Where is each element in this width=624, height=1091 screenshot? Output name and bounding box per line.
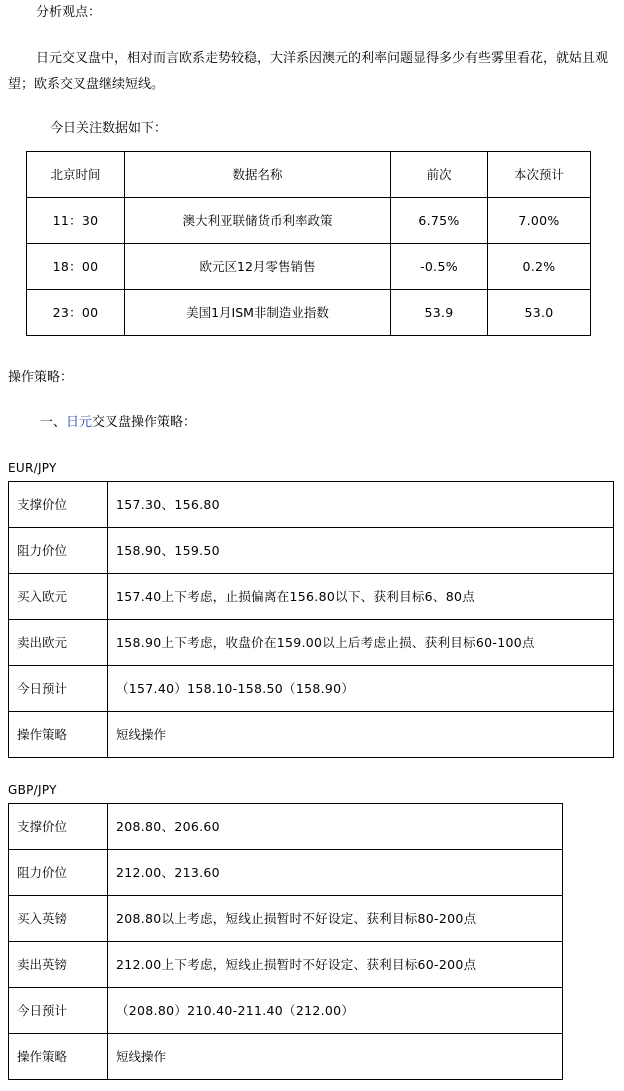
table-row <box>27 290 591 336</box>
table-row <box>9 804 563 850</box>
eurjpy-label: 操作策略 <box>9 712 108 758</box>
table-row <box>9 1034 563 1080</box>
eurjpy-label: 支撑价位 <box>9 482 108 528</box>
cell-previous: -0.5% <box>391 244 488 290</box>
gbpjpy-value: （208.80）210.40-211.40（212.00） <box>108 988 563 1034</box>
eurjpy-value: 短线操作 <box>108 712 614 758</box>
gbpjpy-label: 支撑价位 <box>9 804 108 850</box>
gbpjpy-label: 买入英镑 <box>9 896 108 942</box>
header-previous: 前次 <box>391 152 488 198</box>
section-one-suffix: 交叉盘操作策略： <box>92 415 197 430</box>
eurjpy-title: EUR/JPY <box>8 461 57 475</box>
cell-data-name: 美国1月ISM非制造业指数 <box>125 290 391 336</box>
analysis-heading: 分析观点： <box>36 5 102 20</box>
gbpjpy-label: 操作策略 <box>9 1034 108 1080</box>
gbpjpy-label: 今日预计 <box>9 988 108 1034</box>
eurjpy-table <box>8 481 614 758</box>
cell-forecast: 53.0 <box>488 290 591 336</box>
table-row <box>27 198 591 244</box>
cell-data-name: 澳大利亚联储货币利率政策 <box>125 198 391 244</box>
table-row <box>9 988 563 1034</box>
analysis-paragraph: 日元交叉盘中，相对而言欧系走势较稳，大洋系因澳元的利率问题显得多少有些雾里看花，就姑且观望；欧系交叉盘继续短线。 <box>8 51 609 92</box>
cell-time: 18：00 <box>27 244 125 290</box>
gbpjpy-table <box>8 803 563 1080</box>
table-row <box>9 712 614 758</box>
gbpjpy-label: 卖出英镑 <box>9 942 108 988</box>
eurjpy-label: 买入欧元 <box>9 574 108 620</box>
table-row <box>9 620 614 666</box>
table-row <box>9 942 563 988</box>
eurjpy-label: 今日预计 <box>9 666 108 712</box>
table-row <box>9 896 563 942</box>
table-row <box>9 850 563 896</box>
gbpjpy-value: 208.80、206.60 <box>108 804 563 850</box>
gbpjpy-value: 212.00上下考虑，短线止损暂时不好设定、获利目标60-200点 <box>108 942 563 988</box>
table-row <box>9 574 614 620</box>
gbpjpy-value: 212.00、213.60 <box>108 850 563 896</box>
section-one-heading <box>40 414 196 432</box>
gbpjpy-value: 短线操作 <box>108 1034 563 1080</box>
cell-previous: 53.9 <box>391 290 488 336</box>
strategy-heading: 操作策略： <box>8 370 74 385</box>
cell-forecast: 0.2% <box>488 244 591 290</box>
table-row <box>27 244 591 290</box>
eurjpy-value: （157.40）158.10-158.50（158.90） <box>108 666 614 712</box>
table-header-row <box>27 152 591 198</box>
eurjpy-value: 157.30、156.80 <box>108 482 614 528</box>
eurjpy-value: 158.90、159.50 <box>108 528 614 574</box>
economic-data-table <box>26 151 591 336</box>
cell-previous: 6.75% <box>391 198 488 244</box>
yen-link[interactable]: 日元 <box>66 415 93 430</box>
table-row <box>9 666 614 712</box>
gbpjpy-label: 阻力价位 <box>9 850 108 896</box>
eurjpy-value: 157.40上下考虑，止损偏离在156.80以下、获利目标6、80点 <box>108 574 614 620</box>
eurjpy-label: 卖出欧元 <box>9 620 108 666</box>
section-one-prefix: 一、 <box>40 415 67 430</box>
gbpjpy-title: GBP/JPY <box>8 783 57 797</box>
eurjpy-label: 阻力价位 <box>9 528 108 574</box>
cell-time: 11：30 <box>27 198 125 244</box>
table-row <box>9 528 614 574</box>
data-intro: 今日关注数据如下： <box>50 121 168 136</box>
header-data-name: 数据名称 <box>125 152 391 198</box>
header-forecast: 本次预计 <box>488 152 591 198</box>
cell-time: 23：00 <box>27 290 125 336</box>
table-row <box>9 482 614 528</box>
eurjpy-value: 158.90上下考虑，收盘价在159.00以上后考虑止损、获利目标60-100点 <box>108 620 614 666</box>
gbpjpy-value: 208.80以上考虑，短线止损暂时不好设定、获利目标80-200点 <box>108 896 563 942</box>
cell-data-name: 欧元区12月零售销售 <box>125 244 391 290</box>
cell-forecast: 7.00% <box>488 198 591 244</box>
header-beijing-time: 北京时间 <box>27 152 125 198</box>
